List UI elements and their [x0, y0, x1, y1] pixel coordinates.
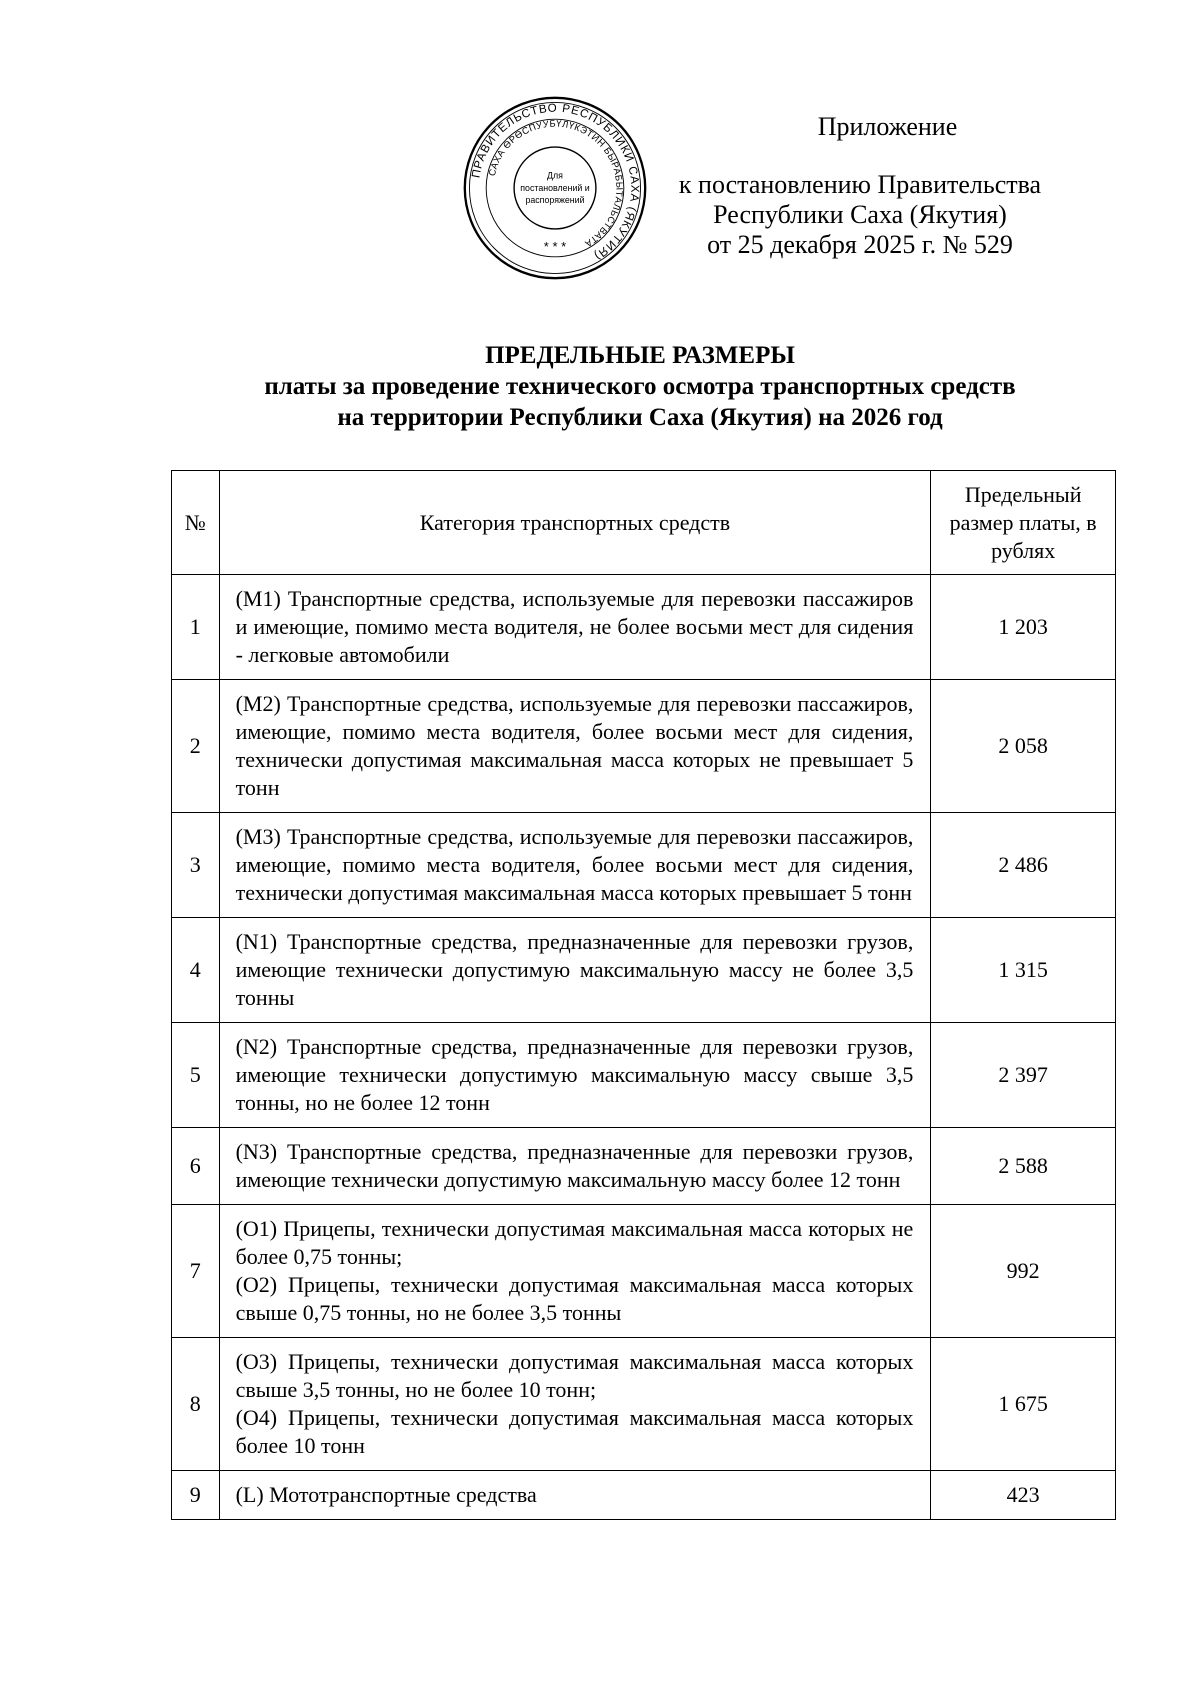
- header-price: Предельный размер платы, в рублях: [931, 471, 1116, 575]
- category-text: (О1) Прицепы, технически допустимая максимальная масса которых не более 0,75 тонны;: [235, 1216, 914, 1269]
- row-number: 1: [172, 575, 220, 680]
- table-row: [172, 813, 1116, 918]
- row-number: 7: [172, 1205, 220, 1338]
- category-text: (О3) Прицепы, технически допустимая максимальная масса которых свыше 3,5 тонны, но не более 10 тонн;: [235, 1349, 914, 1402]
- appendix-title: Приложение: [817, 112, 958, 141]
- table-row: [172, 575, 1116, 680]
- row-price: 2 486: [931, 813, 1116, 918]
- fees-table: [171, 470, 1116, 1520]
- row-category: [219, 1205, 931, 1338]
- title-line-2: платы за проведение технического осмотра транспортных средств: [264, 373, 1016, 400]
- seal-stars: * * *: [543, 239, 567, 255]
- title-line-3: на территории Республики Саха (Якутия) на 2026 год: [337, 404, 943, 431]
- row-category: [219, 1128, 931, 1205]
- table-row: [172, 1205, 1116, 1338]
- table-row: [172, 1338, 1116, 1471]
- official-seal: [462, 95, 648, 281]
- category-text: (N1) Транспортные средства, предназначенные для перевозки грузов, имеющие технически допустимую максимальную массу не более 3,5 тонны: [235, 929, 914, 1010]
- row-category: [219, 918, 931, 1023]
- row-category: [219, 1338, 931, 1471]
- title-line-1: ПРЕДЕЛЬНЫЕ РАЗМЕРЫ: [485, 342, 795, 369]
- row-price: 2 058: [931, 680, 1116, 813]
- category-text: (L) Мототранспортные средства: [235, 1482, 537, 1507]
- row-price: 423: [931, 1471, 1116, 1520]
- seal-center-line-3: распоряжений: [525, 194, 585, 205]
- row-price: 1 315: [931, 918, 1116, 1023]
- row-number: 8: [172, 1338, 220, 1471]
- seal-graphic: [462, 95, 648, 281]
- row-price: 2 588: [931, 1128, 1116, 1205]
- appendix-line-3: от 25 декабря 2025 г. № 529: [707, 230, 1013, 259]
- table-row: [172, 1023, 1116, 1128]
- table-row: [172, 918, 1116, 1023]
- row-price: 2 397: [931, 1023, 1116, 1128]
- category-text: (О4) Прицепы, технически допустимая максимальная масса которых более 10 тонн: [235, 1405, 914, 1458]
- seal-outer-text: ПРАВИТЕЛЬСТВО РЕСПУБЛИКИ САХА (ЯКУТИЯ): [469, 101, 642, 263]
- category-text: (М2) Транспортные средства, используемые для перевозки пассажиров, имеющие, помимо места водителя, более восьми мест для сидения, технически допустимая максимальная масса которых не превышает 5 тонн: [235, 691, 914, 800]
- row-number: 9: [172, 1471, 220, 1520]
- header-category: Категория транспортных средств: [219, 471, 931, 575]
- seal-center-line-1: Для: [547, 170, 563, 181]
- table-body: [172, 575, 1116, 1520]
- row-number: 4: [172, 918, 220, 1023]
- table-row: [172, 1471, 1116, 1520]
- table-row: [172, 680, 1116, 813]
- category-text: (N2) Транспортные средства, предназначенные для перевозки грузов, имеющие технически допустимую максимальную массу свыше 3,5 тонны, но не более 12 тонн: [235, 1034, 914, 1115]
- row-category: [219, 1023, 931, 1128]
- row-number: 3: [172, 813, 220, 918]
- row-price: 1 203: [931, 575, 1116, 680]
- row-number: 2: [172, 680, 220, 813]
- category-text: (М3) Транспортные средства, используемые для перевозки пассажиров, имеющие, помимо места водителя, более восьми мест для сидения, технически допустимая максимальная масса которых превышает 5 тонн: [235, 824, 914, 905]
- table-header-row: [172, 471, 1116, 575]
- table-row: [172, 1128, 1116, 1205]
- appendix-header: [640, 112, 1080, 260]
- row-category: [219, 1471, 931, 1520]
- seal-center-line-2: постановлений и: [520, 182, 590, 193]
- row-price: 992: [931, 1205, 1116, 1338]
- category-text: (М1) Транспортные средства, используемые для перевозки пассажиров и имеющие, помимо места водителя, не более восьми мест для сидения - легковые автомобили: [235, 586, 914, 667]
- seal-inner-text: САХА ӨРӨСПУУБҮЛҮКЭТИН БЫРАБЫТАЛЬСТВАТА: [486, 118, 625, 250]
- document-title: [160, 340, 1120, 433]
- appendix-line-2: Республики Саха (Якутия): [713, 200, 1007, 229]
- row-number: 6: [172, 1128, 220, 1205]
- category-text: (О2) Прицепы, технически допустимая максимальная масса которых свыше 0,75 тонны, но не более 3,5 тонны: [235, 1272, 914, 1325]
- row-price: 1 675: [931, 1338, 1116, 1471]
- row-category: [219, 680, 931, 813]
- appendix-line-1: к постановлению Правительства: [678, 170, 1042, 199]
- header-number: №: [172, 471, 220, 575]
- row-category: [219, 813, 931, 918]
- category-text: (N3) Транспортные средства, предназначенные для перевозки грузов, имеющие технически допустимую максимальную массу более 12 тонн: [235, 1139, 914, 1192]
- row-category: [219, 575, 931, 680]
- row-number: 5: [172, 1023, 220, 1128]
